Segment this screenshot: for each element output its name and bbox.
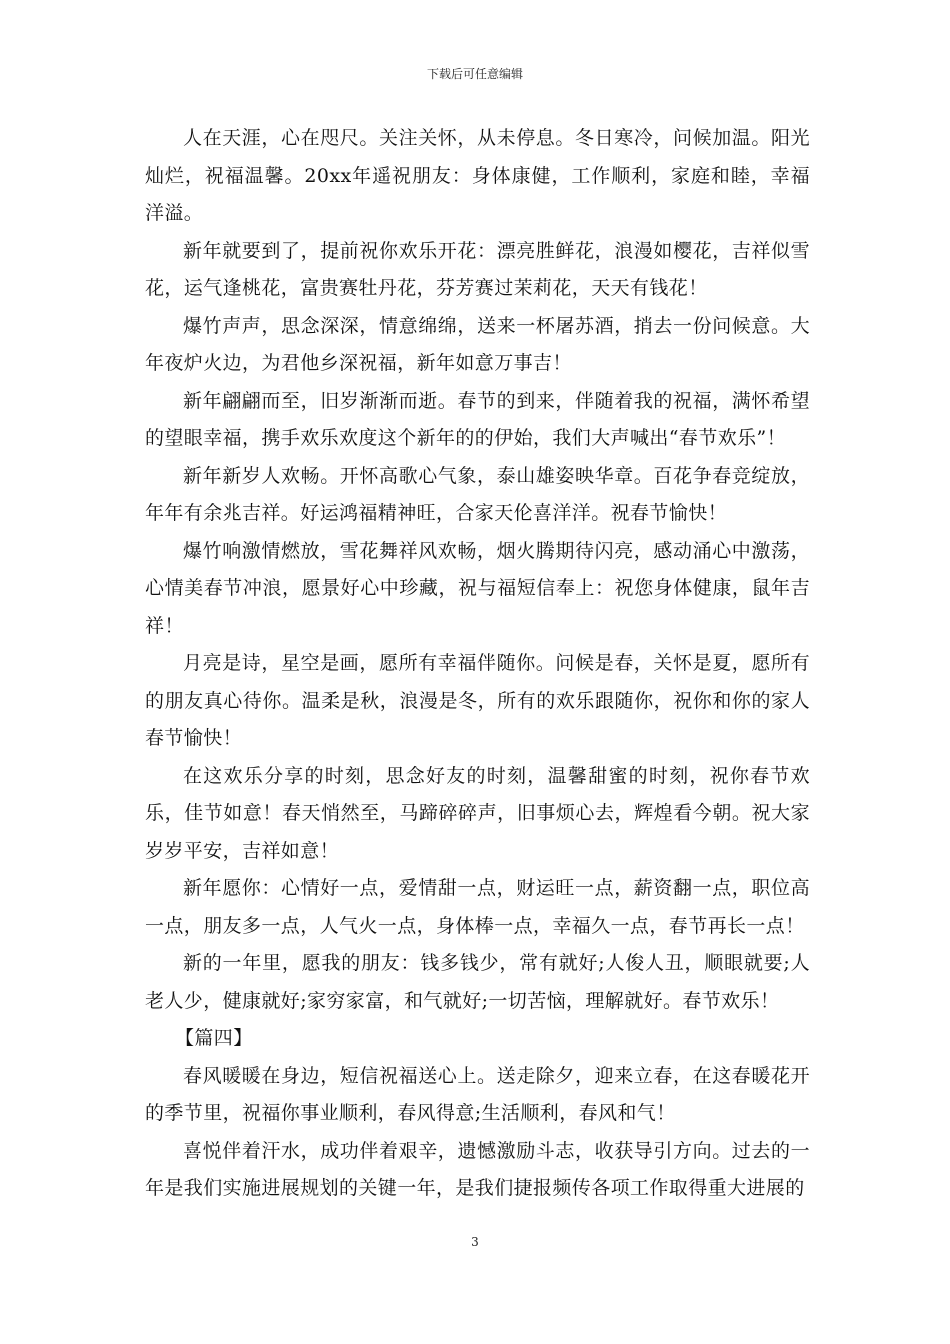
paragraph: 新年新岁人欢畅。开怀高歌心气象，泰山雄姿映华章。百花争春竞绽放，年年有余兆吉祥。好运鸿福精神旺，合家天伦喜洋洋。祝春节愉快！ [145,464,810,524]
paragraph: 新年翩翩而至，旧岁渐渐而逝。春节的到来，伴随着我的祝福，满怀希望的望眼幸福，携手欢乐欢度这个新年的的伊始，我们大声喊出“春节欢乐”！ [145,389,810,449]
page-header: 下载后可任意编辑 [426,67,523,81]
paragraph: 喜悦伴着汗水，成功伴着艰辛，遗憾激励斗志，收获导引方向。过去的一年是我们实施进展规划的关键一年，是我们捷报频传各项工作取得重大进展的 [145,1139,810,1199]
paragraph: 爆竹响激情燃放，雪花舞祥风欢畅，烟火腾期待闪亮，感动涌心中激荡，心情美春节冲浪，愿景好心中珍藏，祝与福短信奉上：祝您身体健康，鼠年吉祥！ [145,539,810,637]
paragraph: 人在天涯，心在咫尺。关注关怀，从未停息。冬日寒冷，问候加温。阳光灿烂，祝福温馨。20xx年遥祝朋友：身体康健，工作顺利，家庭和睦，幸福洋溢。 [145,127,810,224]
paragraph: 月亮是诗，星空是画，愿所有幸福伴随你。问候是春，关怀是夏，愿所有的朋友真心待你。温柔是秋，浪漫是冬，所有的欢乐跟随你，祝你和你的家人春节愉快！ [145,652,810,749]
page-number: 3 [471,1235,479,1249]
paragraph: 在这欢乐分享的时刻，思念好友的时刻，温馨甜蜜的时刻，祝你春节欢乐，佳节如意！春天悄然至，马蹄碎碎声，旧事烦心去，辉煌看今朝。祝大家岁岁平安，吉祥如意！ [145,764,810,862]
paragraph: 春风暖暖在身边，短信祝福送心上。送走除夕，迎来立春，在这春暖花开的季节里，祝福你事业顺利，春风得意;生活顺利，春风和气！ [145,1064,810,1124]
document-body [145,120,810,1208]
paragraph: 爆竹声声，思念深深，情意绵绵，送来一杯屠苏酒，捎去一份问候意。大年夜炉火边，为君他乡深祝福，新年如意万事吉！ [145,314,810,374]
paragraph: 新年就要到了，提前祝你欢乐开花：漂亮胜鲜花，浪漫如樱花，吉祥似雪花，运气逢桃花，富贵赛牡丹花，芬芳赛过茉莉花，天天有钱花！ [145,239,810,299]
paragraph: 新年愿你：心情好一点，爱情甜一点，财运旺一点，薪资翻一点，职位高一点，朋友多一点，人气火一点，身体棒一点，幸福久一点，春节再长一点！ [145,877,810,937]
section-heading: 【篇四】 [175,1027,253,1049]
paragraph: 新的一年里，愿我的朋友：钱多钱少，常有就好;人俊人丑，顺眼就要;人老人少，健康就好;家穷家富，和气就好;一切苦恼，理解就好。春节欢乐！ [145,952,810,1012]
